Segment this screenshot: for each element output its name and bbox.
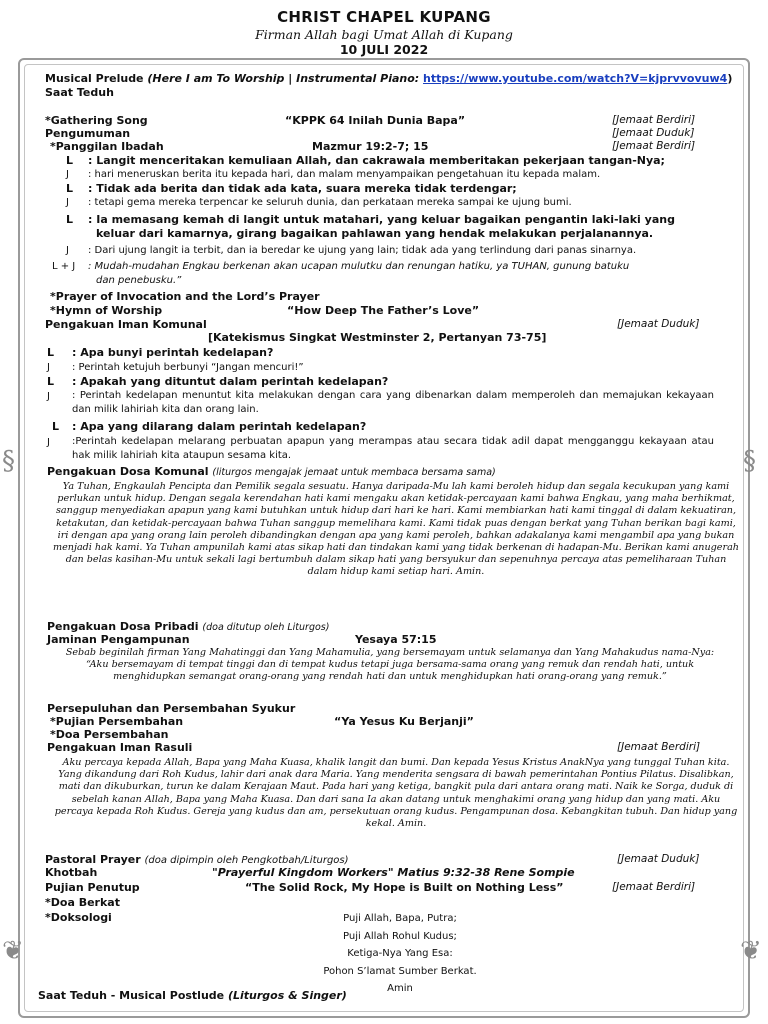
doksologi-line: Puji Allah, Bapa, Putra; bbox=[343, 913, 457, 924]
prayer-invocation: *Prayer of Invocation and the Lord’s Prayer bbox=[50, 290, 320, 303]
pujian-persembahan-label: *Pujian Persembahan bbox=[50, 715, 184, 728]
gathering-title: “KPPK 64 Inilah Dunia Bapa” bbox=[285, 114, 466, 127]
iman-rasuli-text: Aku percaya kepada Allah, Bapa yang Maha Kuasa, khalik langit dan bumi. Dan kepada Yesus Kristus AnakNya yang tunggal Tuhan kita. Yang dikandung dari Roh Kudus, lahir dari anak dara Maria. Yang menderita sengsara di bawah pemerintahan Pontius Pilatus. Disalibkan, mati dan dikuburkan, turun ke dalam Kerajaan Maut. Pada hari yang ketiga, bangkit pula dari antara orang mati. Naik ke Sorga, duduk di sebelah kanan Allah, Bapa yang Maha Kuasa. Dan dari sana Ia akan datang untuk menghakimi orang yang hidup dan yang mati. Aku percaya kepada Roh Kudus. Gereja yang kudus dan am, persekutuan orang kudus. Pengampunan dosa. Kebangkitan tubuh. Dan hidup yang kekal. Amin. bbox=[54, 757, 738, 830]
panggilan-label: *Panggilan Ibadah bbox=[50, 140, 164, 153]
doksologi-line: Pohon S’lamat Sumber Berkat. bbox=[323, 965, 477, 977]
khotbah-title: "Prayerful Kingdom Workers" bbox=[212, 866, 394, 879]
dosa-komunal-prayer: Ya Tuhan, Engkaulah Pencipta dan Pemilik segala sesuatu. Hanya daripada-Mu lah kami beroleh hidup dan segala kecukupan yang kami perlukan untuk hidup. Dengan segala kerendahan hati kami mengaku akan ketidak-percayaan kami bahwa Engkau, yang maha berhikmat, sanggup menyediakan apapun yang kami butuhkan untuk hidup dari hari ke hari. Kami membiarkan hati kami tinggal di dalam kekuatiran, ketakutan, dan ketidak-percayaan bahwa Tuhan sanggup memelihara kami. Kami tidak puas dengan berkat yang Tuhan berikan bagi kami, iri dengan apa yang orang lain peroleh dibandingkan dengan apa yang kami peroleh, bahkan adakalanya kami mengambil apa yang bukan menjadi hak kami. Ya Tuhan ampunilah kami atas sikap hati dan tindakan kami yang tidak berkenan di hadapan-Mu. Berikan kami anugerah dan belas kasihan-Mu untuk sekali lagi bertumbuh dalam sikap hati yang bersyukur dan sepenuhnya percaya atas pemeliharaan Tuhan dalam hidup kami setiap hari. Amin. bbox=[53, 481, 739, 578]
dosa-komunal-note: (liturgos mengajak jemaat untuk membaca bersama sama) bbox=[212, 467, 496, 478]
pastoral-label: Pastoral Prayer bbox=[45, 853, 141, 866]
dosa-komunal-line bbox=[47, 465, 496, 479]
doksologi-line: Ketiga-Nya Yang Esa: bbox=[347, 948, 453, 959]
doa-berkat: *Doa Berkat bbox=[45, 896, 120, 909]
iman-komunal-status: [Jemaat Duduk] bbox=[617, 318, 700, 330]
iman-komunal-ref: [Katekismus Singkat Westminster 2, Pertanyan 73-75] bbox=[208, 331, 547, 344]
khotbah-ref: Matius 9:32-38 bbox=[397, 866, 491, 879]
iman-rasuli-label: Pengakuan Iman Rasuli bbox=[47, 741, 193, 754]
pastoral-note: (doa dipimpin oleh Pengkotbah/Liturgos) bbox=[144, 855, 349, 866]
pujian-persembahan-title: “Ya Yesus Ku Berjanji” bbox=[334, 715, 474, 728]
pastoral-line bbox=[45, 853, 349, 867]
doksologi-lyrics bbox=[250, 910, 550, 998]
catechism-who: L bbox=[52, 420, 60, 433]
psalm-line: : hari meneruskan berita itu kepada hari, dan malam menyampaikan pengetahuan itu kepada malam. bbox=[88, 169, 601, 180]
psalm-who: L bbox=[66, 213, 74, 226]
psalm-line: : Tidak ada berita dan tidak ada kata, suara mereka tidak terdengar; bbox=[88, 182, 517, 195]
psalm-line: : Ia memasang kemah di langit untuk matahari, yang keluar bagaikan pengantin laki-laki yang bbox=[88, 213, 675, 226]
doa-persembahan: *Doa Persembahan bbox=[50, 728, 169, 741]
iman-komunal-label: Pengakuan Iman Komunal bbox=[45, 318, 207, 331]
persepuluhan: Persepuluhan dan Persembahan Syukur bbox=[47, 702, 296, 715]
iman-rasuli-status: [Jemaat Berdiri] bbox=[617, 741, 701, 753]
catechism-who: J bbox=[47, 362, 50, 373]
prelude-close: ) bbox=[727, 72, 733, 85]
catechism-who: J bbox=[47, 437, 50, 448]
psalm-line: dan penebusku.” bbox=[96, 275, 182, 286]
service-date: 10 JULI 2022 bbox=[339, 42, 429, 57]
psalm-line: : tetapi gema mereka terpencar ke seluruh dunia, dan perkataan mereka sampai ke ujung bumi. bbox=[88, 197, 572, 208]
prelude-link[interactable]: https://www.youtube.com/watch?V=kjprvvovuw4 bbox=[423, 72, 728, 85]
prelude-detail: (Here I am To Worship | Instrumental Piano: bbox=[147, 72, 420, 85]
catechism-line: : Perintah ketujuh berbunyi “Jangan mencuri!” bbox=[72, 362, 304, 373]
jaminan-label: Jaminan Pengampunan bbox=[47, 633, 190, 646]
catechism-line: : Apa yang dilarang dalam perintah kedelapan? bbox=[72, 420, 367, 433]
catechism-answer: : Perintah kedelapan menuntut kita melakukan dengan cara yang dibenarkan dalam memperoleh dan memajukan kekayaan dan milik lahiriah kita dan orang lain. bbox=[72, 390, 714, 415]
catechism-who: L bbox=[47, 346, 55, 359]
jaminan-text: Sebab beginilah firman Yang Mahatinggi dan Yang Mahamulia, yang bersemayam untuk selamanya dan Yang Mahakudus nama-Nya: “Aku bersemayam di tempat tinggi dan di tempat kudus tetapi juga bersama-sama orang yang remuk dan rendah hati, untuk menghidupkan semangat orang-orang yang rendah hati dan untuk menghidupkan hati orang-orang yang remuk.” bbox=[65, 647, 715, 683]
psalm-line: keluar dari kamarnya, girang bagaikan pahlawan yang hendak melakukan perjalanannya. bbox=[96, 227, 654, 240]
closing-label: Saat Teduh - Musical Postlude bbox=[38, 989, 225, 1002]
saat-teduh: Saat Teduh bbox=[45, 86, 114, 99]
khotbah-title-line bbox=[212, 866, 575, 879]
psalm-who: J bbox=[66, 197, 69, 208]
catechism-who: L bbox=[47, 375, 55, 388]
dosa-pribadi-label: Pengakuan Dosa Pribadi bbox=[47, 620, 199, 633]
panggilan-status: [Jemaat Berdiri] bbox=[612, 140, 696, 152]
dosa-pribadi-line bbox=[47, 620, 329, 634]
gathering-label: *Gathering Song bbox=[45, 114, 148, 127]
church-title: CHRIST CHAPEL KUPANG bbox=[277, 8, 491, 26]
pastoral-status: [Jemaat Duduk] bbox=[617, 853, 700, 865]
dosa-komunal-label: Pengakuan Dosa Komunal bbox=[47, 465, 209, 478]
prelude-label: Musical Prelude bbox=[45, 72, 144, 85]
hymn-title: “How Deep The Father’s Love” bbox=[287, 304, 480, 317]
doksologi-label: *Doksologi bbox=[45, 911, 112, 924]
pengumuman-label: Pengumuman bbox=[45, 127, 131, 140]
right-bottom-ornament: ❦ bbox=[740, 936, 762, 966]
panggilan-ref: Mazmur 19:2-7; 15 bbox=[312, 140, 429, 153]
pujian-penutup-status: [Jemaat Berdiri] bbox=[612, 881, 696, 893]
psalm-line: : Langit menceritakan kemuliaan Allah, dan cakrawala memberitakan pekerjaan tangan-Nya; bbox=[88, 154, 665, 167]
jaminan-ref: Yesaya 57:15 bbox=[355, 633, 437, 646]
doksologi-line: Amin bbox=[387, 983, 413, 994]
khotbah-preacher: Rene Sompie bbox=[494, 866, 575, 879]
pujian-penutup-label: Pujian Penutup bbox=[45, 881, 140, 894]
hymn-label: *Hymn of Worship bbox=[50, 304, 163, 317]
psalm-who: L + J bbox=[52, 261, 76, 272]
doksologi-line: Puji Allah Rohul Kudus; bbox=[343, 930, 457, 942]
psalm-line: : Dari ujung langit ia terbit, dan ia beredar ke ujung yang lain; tidak ada yang terlindung dari panas sinarnya. bbox=[88, 245, 637, 256]
right-ornament: § bbox=[743, 446, 756, 476]
catechism-line: : Apakah yang dituntut dalam perintah kedelapan? bbox=[72, 375, 389, 388]
left-ornament: § bbox=[2, 446, 15, 476]
psalm-who: J bbox=[66, 169, 69, 180]
closing-note: (Liturgos & Singer) bbox=[227, 989, 347, 1002]
khotbah-label: Khotbah bbox=[45, 866, 98, 879]
prelude-line bbox=[45, 72, 732, 85]
church-subtitle: Firman Allah bagi Umat Allah di Kupang bbox=[255, 27, 513, 42]
psalm-line: : Mudah-mudahan Engkau berkenan akan ucapan mulutku dan renungan hatiku, ya TUHAN, gunung batuku bbox=[88, 261, 630, 272]
left-bottom-ornament: ❦ bbox=[2, 936, 24, 966]
psalm-who: J bbox=[66, 245, 69, 256]
dosa-pribadi-note: (doa ditutup oleh Liturgos) bbox=[202, 622, 330, 633]
psalm-who: L bbox=[66, 182, 74, 195]
catechism-who: J bbox=[47, 391, 50, 402]
catechism-answer: :Perintah kedelapan melarang perbuatan apapun yang merampas atau secara tidak adil dapat mengganggu kekayaan atau hak milik lahiriah kita ataupun sesama kita. bbox=[72, 436, 714, 461]
closing-line bbox=[38, 989, 347, 1002]
gathering-status: [Jemaat Berdiri] bbox=[612, 114, 696, 126]
catechism-line: : Apa bunyi perintah kedelapan? bbox=[72, 346, 274, 359]
pujian-penutup-title: “The Solid Rock, My Hope is Built on Nothing Less” bbox=[245, 881, 564, 894]
psalm-who: L bbox=[66, 154, 74, 167]
pengumuman-status: [Jemaat Duduk] bbox=[612, 127, 695, 139]
